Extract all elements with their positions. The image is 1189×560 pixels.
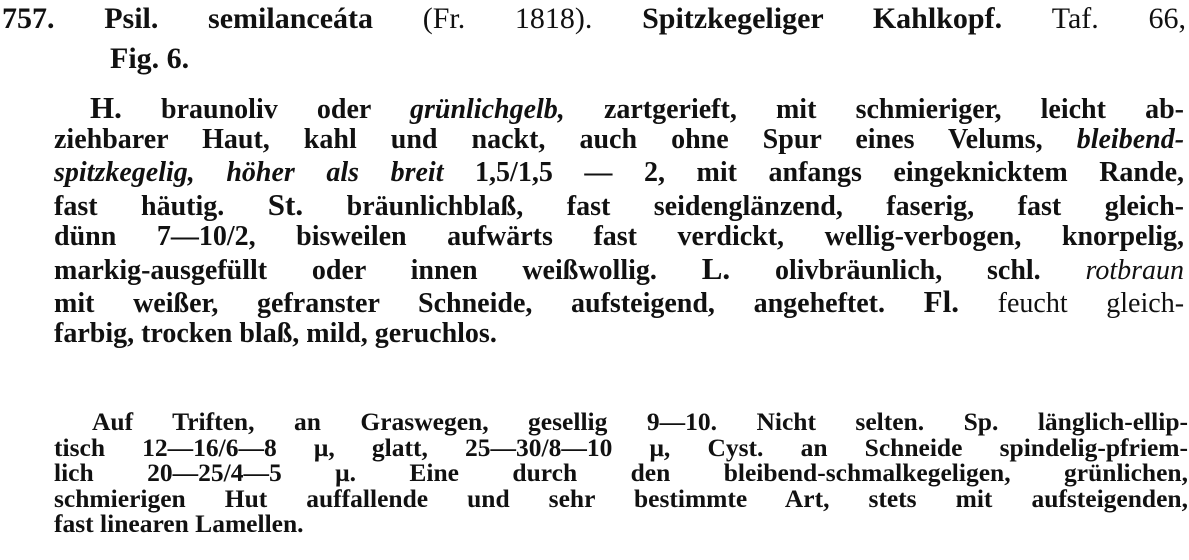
description-line: farbig, trocken blaß, mild, geruchlos. [54,318,497,350]
gills-abbreviation: L. [701,251,731,287]
ecology-line: fast linearen Lamellen. [54,509,304,539]
flesh-abbreviation: Fl. [923,283,959,319]
description-line: dünn 7—10/2, bisweilen aufwärts fast verdickt, wellig-verbogen, knorpelig, [54,221,1184,253]
entry-number: 757. [2,2,55,35]
description-line: spitzkegelig, höher als breit 1,5/1,5 — 2, mit anfangs eingeknicktem Rande, [54,156,1184,188]
description-line: mit weißer, gefranster Schneide, aufsteigend, angeheftet. Fl. feucht gleich- [54,283,1185,319]
description-line: H. braunoliv oder grünlichgelb, zartgerieft, mit schmieriger, leicht ab- [90,90,1184,125]
species-description [54,92,1184,350]
genus-name: Psil. [104,2,159,35]
cap-abbreviation: H. [90,90,122,125]
plate-reference: Taf. 66, [1051,2,1186,35]
species-name: semilanceáta [208,2,374,35]
entry-heading [2,0,1186,38]
ecology-line: lich 20—25/4—5 μ. Eine durch den bleibend-schmalkegeligen, grünlichen, [54,458,1188,488]
description-line: ziehbarer Haut, kahl und nackt, auch ohne Spur eines Velums, bleibend- [54,124,1185,156]
author-year: (Fr. 1818). [422,2,593,35]
description-line: markig-ausgefüllt oder innen weißwollig. L. olivbräunlich, schl. rotbraun [54,251,1185,287]
common-name: Spitzkegeliger Kahlkopf. [642,2,1003,35]
ecology-line: schmierigen Hut auffallende und sehr bestimmte Art, stets mit aufsteigenden, [54,483,1188,513]
description-line: fast häutig. St. bräunlichblaß, fast seidenglänzend, faserig, fast gleich- [54,186,1185,222]
ecology-line: tisch 12—16/6—8 μ, glatt, 25—30/8—10 μ, Cyst. an Schneide spindelig-pfriem- [54,432,1188,462]
figure-reference: Fig. 6. [110,42,190,75]
ecology-line: Auf Triften, an Graswegen, gesellig 9—10. Nicht selten. Sp. länglich-ellip- [92,407,1188,436]
habitat-and-microscopy [54,409,1188,537]
stem-abbreviation: St. [267,186,304,222]
